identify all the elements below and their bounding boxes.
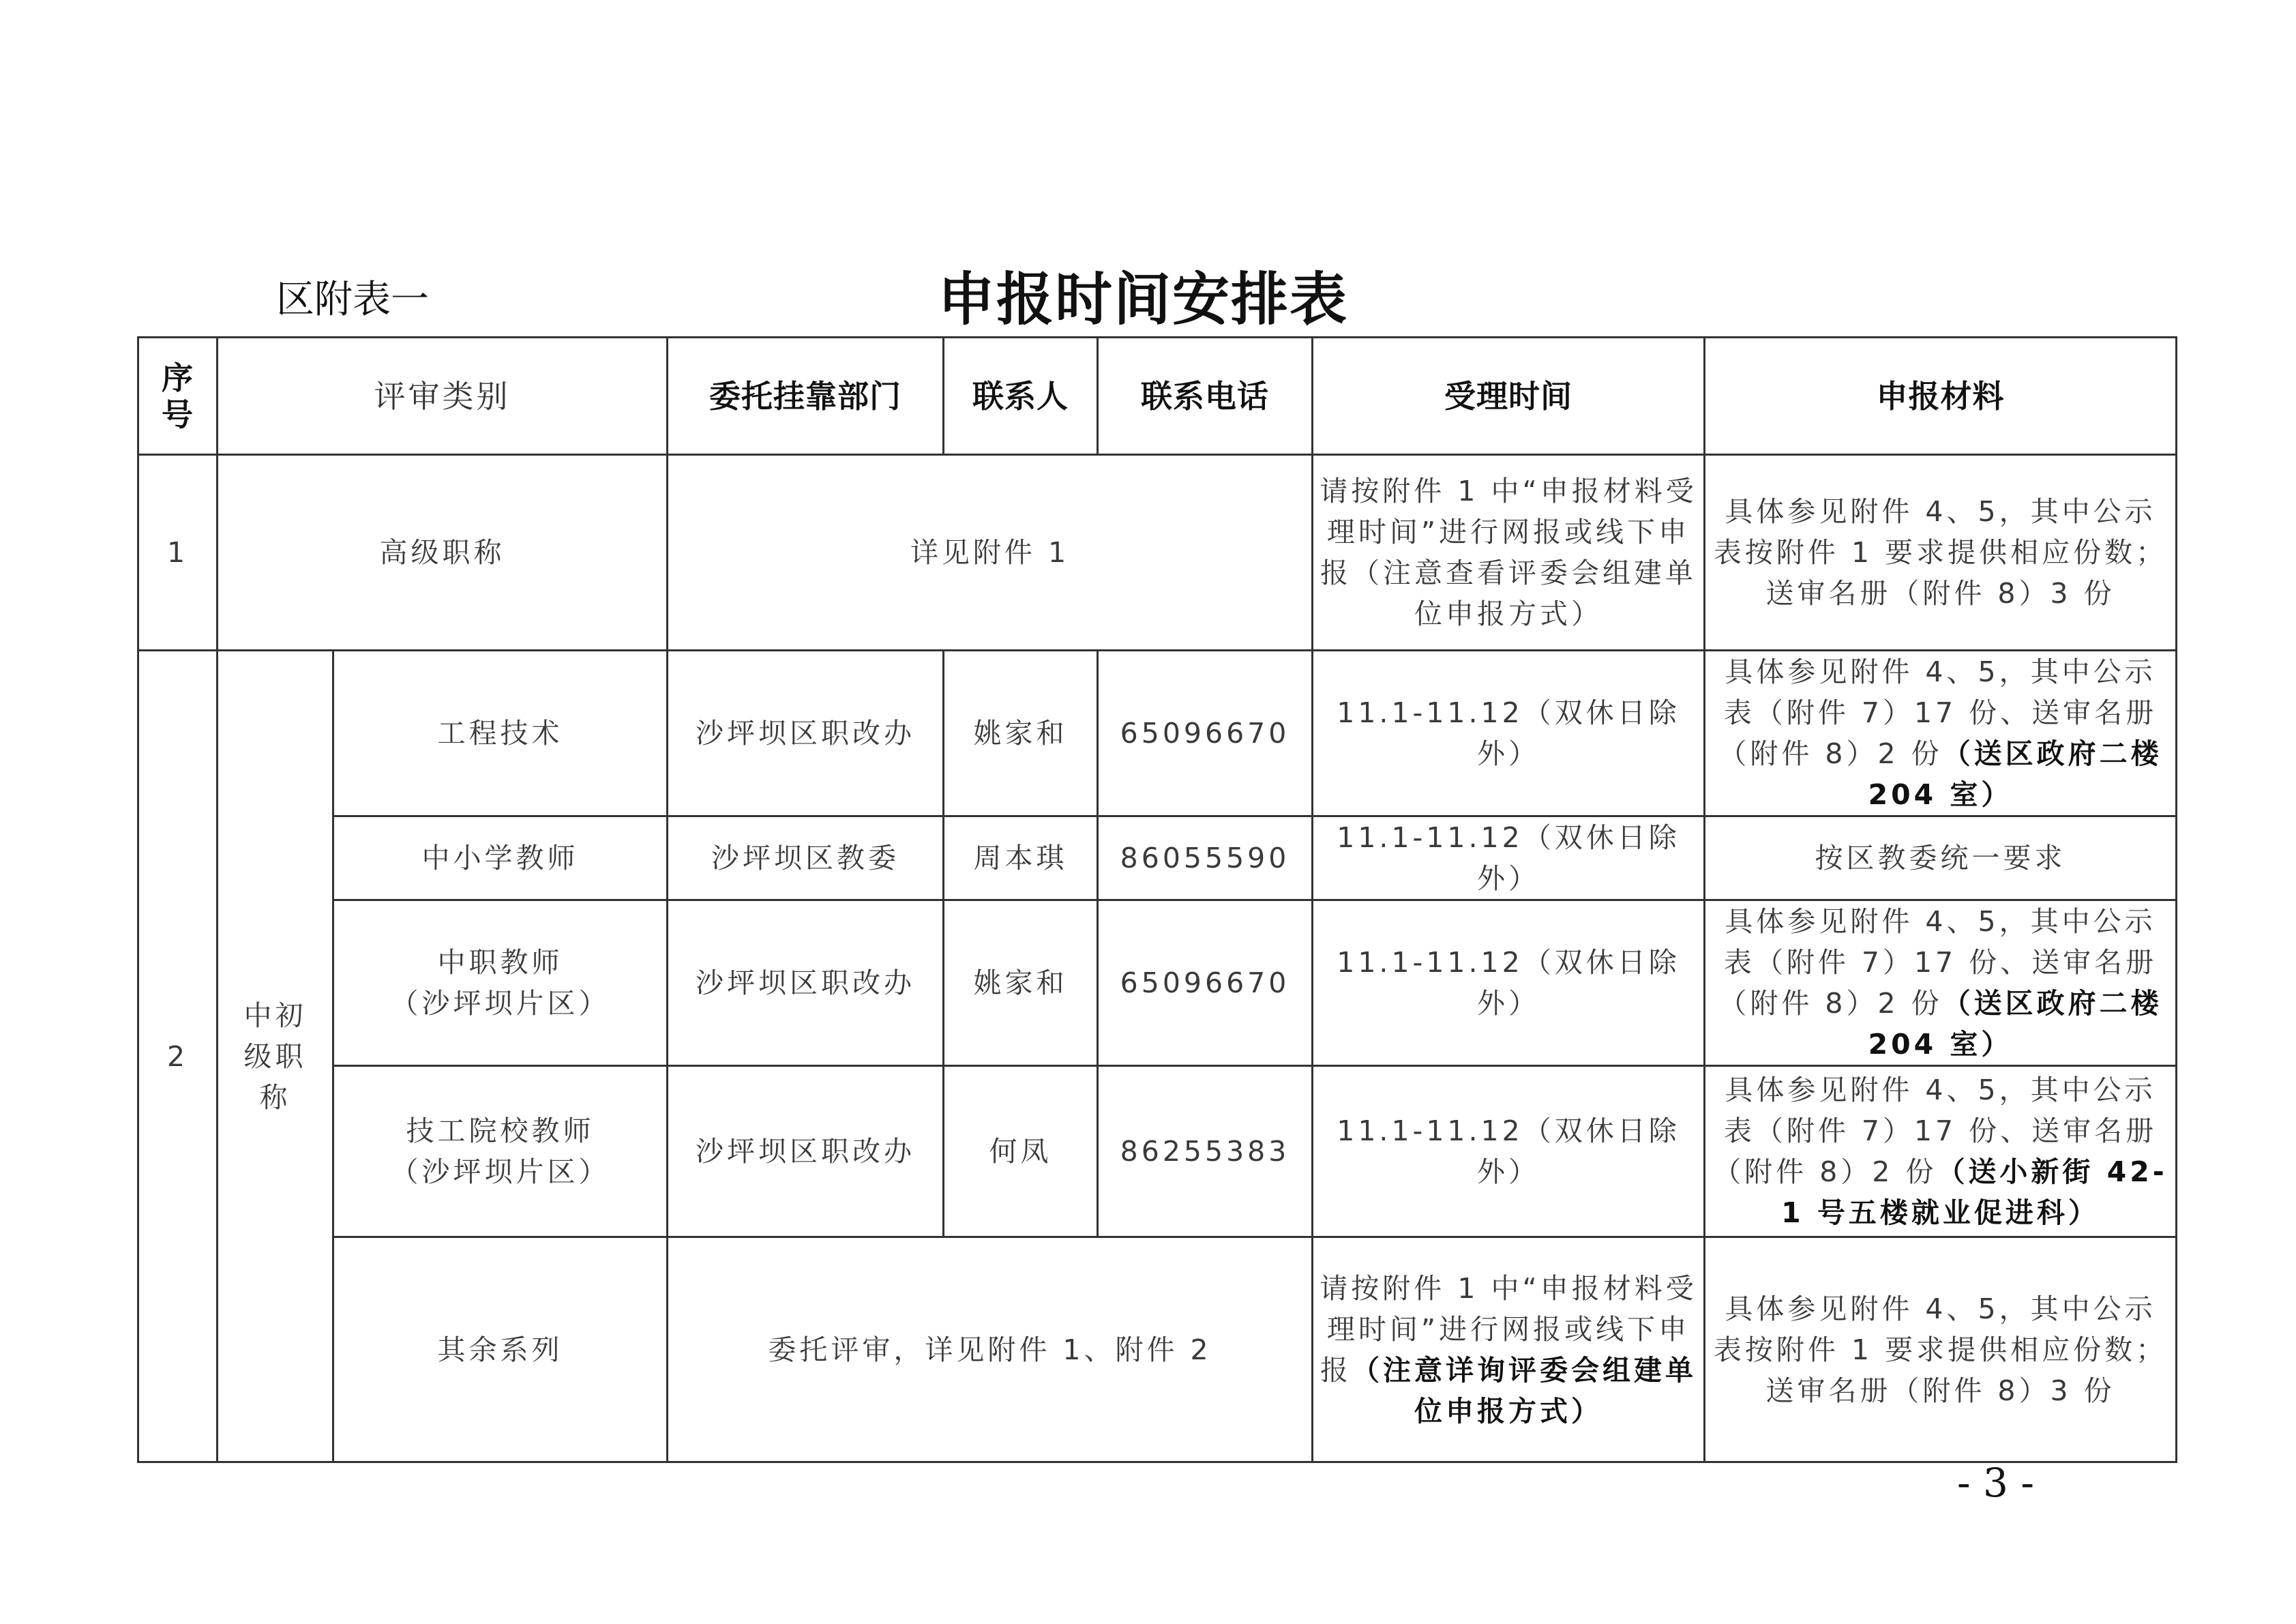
schedule-table bbox=[137, 336, 2177, 1463]
materials-cell bbox=[1705, 651, 2177, 816]
category-cell: 高级职称 bbox=[218, 455, 668, 651]
time-cell: 请按附件 1 中“申报材料受理时间”进行网报或线下申报（注意查看评委会组建单位申报方式） bbox=[1313, 455, 1705, 651]
header-dept: 委托挂靠部门 bbox=[668, 338, 944, 455]
phone-cell: 86055590 bbox=[1098, 816, 1313, 900]
phone-cell: 86255383 bbox=[1098, 1066, 1313, 1237]
materials-text: 具体参见附件 4、5，其中公示表（附件 7）17 份、送审名册（附件 8）2 份 bbox=[1718, 655, 2158, 770]
table-row bbox=[138, 900, 2177, 1066]
page-title: 申报时间安排表 bbox=[938, 265, 1349, 333]
category-text: 技工院校教师 bbox=[406, 1114, 595, 1147]
dept-cell: 沙坪坝区职改办 bbox=[668, 651, 944, 816]
time-cell: 11.1-11.12（双休日除外） bbox=[1313, 900, 1705, 1066]
header-phone: 联系电话 bbox=[1098, 338, 1313, 455]
merged-dept-cell: 委托评审，详见附件 1、附件 2 bbox=[668, 1237, 1313, 1462]
table-row bbox=[138, 1066, 2177, 1237]
dept-cell: 沙坪坝区教委 bbox=[668, 816, 944, 900]
time-cell bbox=[1313, 1237, 1705, 1462]
row-number: 2 bbox=[138, 651, 218, 1462]
category-cell: 其余系列 bbox=[333, 1237, 668, 1462]
table-row bbox=[138, 651, 2177, 816]
group-label: 中初级职称 bbox=[218, 651, 333, 1462]
header-row bbox=[138, 338, 2177, 455]
phone-cell: 65096670 bbox=[1098, 651, 1313, 816]
dept-cell: 沙坪坝区职改办 bbox=[668, 900, 944, 1066]
materials-cell: 具体参见附件 4、5，其中公示表按附件 1 要求提供相应份数；送审名册（附件 8）3 份 bbox=[1705, 455, 2177, 651]
table-row bbox=[138, 816, 2177, 900]
header-category: 评审类别 bbox=[218, 338, 668, 455]
merged-dept-cell: 详见附件 1 bbox=[668, 455, 1313, 651]
materials-text: 具体参见附件 4、5，其中公示表（附件 7）17 份、送审名册（附件 8）2 份 bbox=[1713, 1074, 2158, 1188]
materials-cell: 按区教委统一要求 bbox=[1705, 816, 2177, 900]
category-cell: 中小学教师 bbox=[333, 816, 668, 900]
header-materials: 申报材料 bbox=[1705, 338, 2177, 455]
category-sub: （沙坪坝片区） bbox=[390, 1155, 610, 1188]
table-row bbox=[138, 1237, 2177, 1462]
materials-text: 具体参见附件 4、5，其中公示表（附件 7）17 份、送审名册（附件 8）2 份 bbox=[1718, 905, 2158, 1020]
contact-cell: 姚家和 bbox=[944, 651, 1098, 816]
materials-note: （送区政府二楼 204 室） bbox=[1868, 987, 2162, 1061]
materials-cell: 具体参见附件 4、5，其中公示表按附件 1 要求提供相应份数；送审名册（附件 8）3 份 bbox=[1705, 1237, 2177, 1462]
category-text: 中职教师 bbox=[437, 946, 563, 979]
appendix-label: 区附表一 bbox=[276, 278, 429, 322]
time-note: （注意详询评委会组建单位申报方式） bbox=[1352, 1353, 1697, 1428]
category-sub: （沙坪坝片区） bbox=[390, 987, 610, 1020]
dept-cell: 沙坪坝区职改办 bbox=[668, 1066, 944, 1237]
phone-cell: 65096670 bbox=[1098, 900, 1313, 1066]
header-no: 序号 bbox=[138, 338, 218, 455]
category-cell: 工程技术 bbox=[333, 651, 668, 816]
materials-cell bbox=[1705, 900, 2177, 1066]
materials-note: （送区政府二楼 204 室） bbox=[1868, 737, 2162, 811]
table-row bbox=[138, 455, 2177, 651]
materials-cell bbox=[1705, 1066, 2177, 1237]
row-number: 1 bbox=[138, 455, 218, 651]
materials-note: （送小新街 42-1 号五楼就业促进科） bbox=[1781, 1155, 2168, 1229]
time-cell: 11.1-11.12（双休日除外） bbox=[1313, 1066, 1705, 1237]
page-number: - 3 - bbox=[1957, 1460, 2034, 1506]
time-cell: 11.1-11.12（双休日除外） bbox=[1313, 816, 1705, 900]
header-time: 受理时间 bbox=[1313, 338, 1705, 455]
contact-cell: 姚家和 bbox=[944, 900, 1098, 1066]
time-cell: 11.1-11.12（双休日除外） bbox=[1313, 651, 1705, 816]
header-contact: 联系人 bbox=[944, 338, 1098, 455]
category-cell bbox=[333, 900, 668, 1066]
contact-cell: 何凤 bbox=[944, 1066, 1098, 1237]
contact-cell: 周本琪 bbox=[944, 816, 1098, 900]
category-cell bbox=[333, 1066, 668, 1237]
time-text: 请按附件 1 中“申报材料受理时间”进行网报或线下申报 bbox=[1320, 1271, 1697, 1387]
